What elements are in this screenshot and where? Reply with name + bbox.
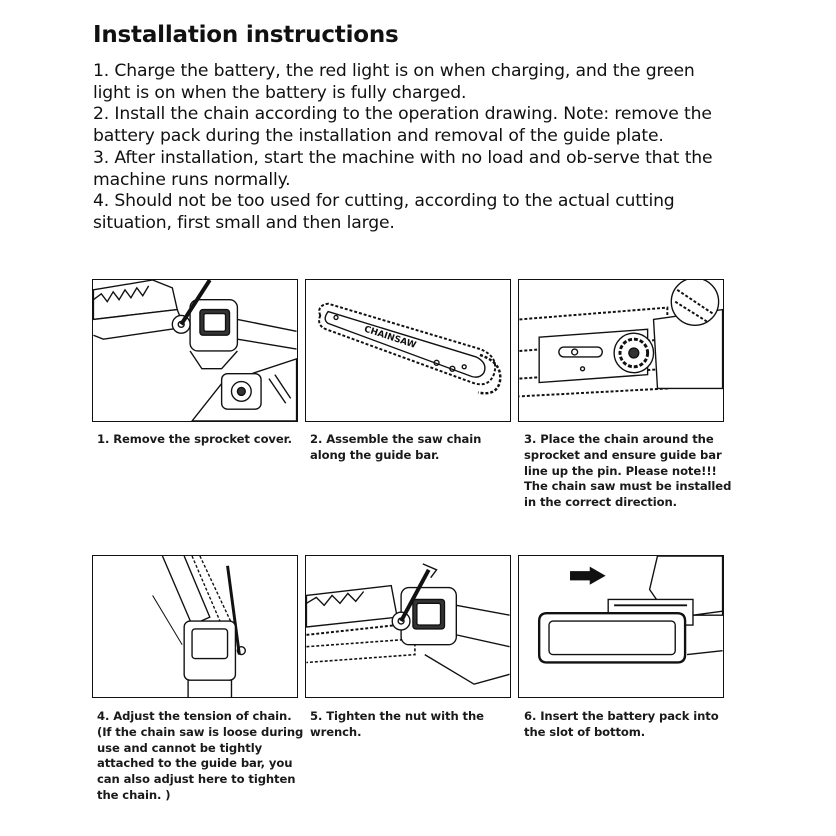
caption-step-3: 3. Place the chain around the sprocket and ensure guide bar line up the pin. Please note!!! The chain saw must be installed in the correct direction. xyxy=(524,432,732,510)
wrench-nut-illustration xyxy=(306,556,510,697)
sprocket-chain-illustration xyxy=(519,280,723,421)
caption-step-1: 1. Remove the sprocket cover. xyxy=(97,432,292,446)
tension-adjust-illustration xyxy=(93,556,297,697)
battery-insert-illustration xyxy=(519,556,723,697)
sprocket-cover-illustration xyxy=(93,280,297,421)
panel-insert-battery xyxy=(518,555,724,698)
guide-bar-chain-illustration xyxy=(306,280,510,421)
panel-place-chain-sprocket xyxy=(518,279,724,422)
panel-remove-sprocket-cover xyxy=(92,279,298,422)
panel-tighten-nut xyxy=(305,555,511,698)
step-3: 3. After installation, start the machine with no load and ob-serve that the machine runs normally. xyxy=(93,147,713,190)
chainsaw-bar-label: CHAINSAW xyxy=(362,324,418,351)
panel-adjust-tension xyxy=(92,555,298,698)
caption-step-4: 4. Adjust the tension of chain. (If the chain saw is loose during use and cannot be tightly attached to the guide bar, you can also adjust here to tighten the chain. ) xyxy=(97,709,304,802)
instruction-steps xyxy=(93,61,733,235)
caption-step-6: 6. Insert the battery pack into the slot of bottom. xyxy=(524,709,719,739)
step-4: 4. Should not be too used for cutting, according to the actual cutting situation, first small and then large. xyxy=(93,191,675,233)
caption-step-2: 2. Assemble the saw chain along the guide bar. xyxy=(310,432,482,462)
arrow-right-icon xyxy=(571,568,605,584)
step-2: 2. Install the chain according to the operation drawing. Note: remove the battery pack during the installation and removal of the guide plate. xyxy=(93,104,712,147)
page-title: Installation instructions xyxy=(93,22,399,48)
panel-assemble-chain xyxy=(305,279,511,422)
caption-step-5: 5. Tighten the nut with the wrench. xyxy=(310,709,484,739)
step-1: 1. Charge the battery, the red light is on when charging, and the green light is on when the battery is fully charged. xyxy=(93,61,695,103)
